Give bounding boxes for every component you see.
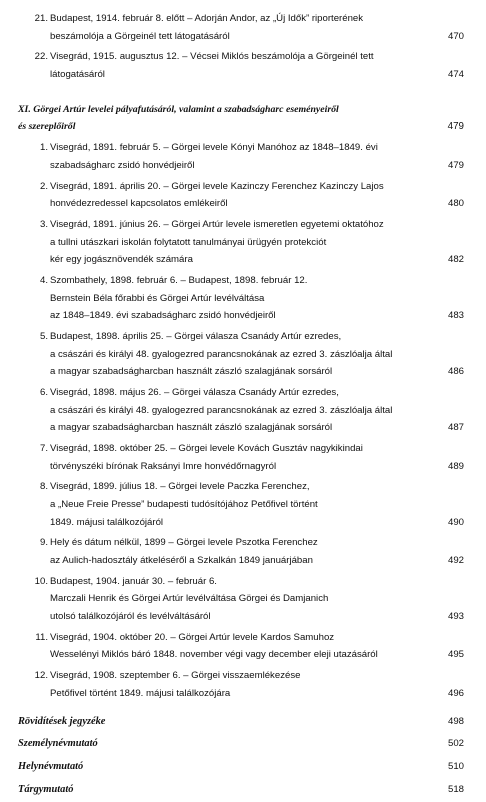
entry-number: 5. — [39, 331, 48, 342]
entry-text — [50, 139, 430, 174]
page-number: 495 — [447, 649, 464, 661]
page-number: 482 — [447, 254, 464, 266]
entry-line: Bernstein Béla főrabbi és Görgei Artúr levélváltása — [50, 292, 265, 304]
entry-number: 9. — [39, 537, 48, 549]
entry-line: Visegrád, 1899. július 18. – Görgei levele Paczka Ferenchez, — [50, 481, 310, 493]
toc-entry[interactable] — [0, 478, 486, 531]
page-number: 496 — [447, 687, 464, 699]
toc-entry[interactable] — [0, 328, 486, 381]
page-number: 474 — [447, 68, 464, 80]
entry-line: a tullni utászkari iskolán folytatott tanulmányai ürügyén protekciót — [50, 236, 327, 248]
entry-line: Visegrád, 1908. szeptember 6. – Görgei visszaemlékezése — [50, 670, 301, 682]
entry-number: 3. — [39, 219, 48, 230]
entry-title: Rövidítések jegyzéke — [18, 715, 106, 727]
toc-entry[interactable] — [0, 384, 486, 437]
toc-entry[interactable] — [0, 216, 486, 269]
entry-line: az Aulich-hadosztály átkeléséről a Szkalkán 1849 januárjában — [50, 554, 313, 566]
entry-line: 1849. májusi találkozójáról — [50, 516, 164, 528]
entry-line: Visegrád, 1891. február 5. – Görgei levele Kónyi Manóhoz az 1848–1849. évi — [50, 142, 378, 154]
entry-line: a császári és királyi 48. gyalogezred parancsnokának az ezred 3. zászlóalja által — [50, 404, 393, 416]
entry-number: 10. — [34, 575, 48, 587]
entry-text — [50, 478, 430, 531]
page-number: 518 — [447, 784, 464, 795]
entry-line: beszámolója a Görgeinél tett látogatásáról — [50, 30, 230, 42]
page-number: 510 — [447, 761, 464, 773]
entry-number: 4. — [39, 275, 48, 286]
entry-line: Visegrád, 1898. október 25. – Görgei levele Kovách Gusztáv nagykikindai — [50, 443, 363, 454]
page-number: 479 — [447, 121, 464, 133]
entry-number: 21. — [34, 13, 48, 24]
entry-text — [50, 178, 430, 213]
entry-line: a magyar szabadságharcban használt zászló szalagjának sorsáról — [50, 422, 333, 434]
entry-line: kér egy jogásznövendék számára — [50, 254, 193, 266]
page-number: 489 — [447, 460, 464, 472]
entry-number: 6. — [39, 387, 48, 398]
entry-text — [50, 48, 430, 83]
page-number: 487 — [447, 422, 464, 434]
toc-entry[interactable] — [0, 629, 486, 664]
entry-line: Visegrád, 1891. április 20. – Görgei levele Kazinczy Ferenchez Kazinczy Lajos — [50, 180, 384, 192]
entry-text — [50, 629, 430, 664]
section-title-line: XI. Görgei Artúr levelei pályafutásáról, valamint a szabadságharc eseményeiről — [18, 103, 339, 115]
page-number: 493 — [447, 610, 464, 622]
page-number: 480 — [447, 198, 464, 210]
page-number: 502 — [447, 738, 464, 750]
page-number: 486 — [447, 366, 464, 378]
entry-number: 22. — [34, 51, 48, 63]
page-number: 490 — [447, 516, 464, 528]
entry-text — [50, 272, 430, 325]
toc-entry-r-vid-t-sek-jegyz-ke[interactable] — [18, 716, 468, 734]
page-number: 498 — [447, 715, 464, 727]
entry-number: 8. — [39, 481, 48, 493]
entry-number: 7. — [39, 443, 48, 454]
entry-line: látogatásáról — [50, 68, 105, 80]
entry-text — [50, 534, 430, 569]
entry-line: Visegrád, 1915. augusztus 12. – Vécsei Miklós beszámolója a Görgeinél tett — [50, 51, 374, 63]
entry-number: 2. — [39, 180, 48, 192]
page-number: 492 — [447, 554, 464, 566]
section-heading[interactable] — [18, 101, 468, 136]
entry-text — [50, 384, 430, 437]
entry-line: utolsó találkozójáról és levélváltásáról — [50, 610, 211, 622]
toc-entry-szem-lyn-vmutat-[interactable] — [18, 738, 468, 756]
entry-title: Helynévmutató — [18, 761, 84, 773]
toc-entry[interactable] — [0, 272, 486, 325]
entry-line: Budapest, 1904. január 30. – február 6. — [50, 575, 217, 587]
entry-text — [50, 573, 430, 626]
toc-entry[interactable] — [0, 48, 486, 83]
entry-text — [50, 440, 430, 475]
toc-entry[interactable] — [0, 139, 486, 174]
page-number: 483 — [447, 310, 464, 322]
entry-line: honvédezredessel kapcsolatos emlékeiről — [50, 198, 228, 210]
entry-line: Petőfivel történt 1849. májusi találkozójára — [50, 687, 231, 699]
entry-number: 12. — [34, 670, 48, 682]
entry-line: Wesselényi Miklós báró 1848. november végi vagy december eleji utazásáról — [50, 649, 378, 661]
entry-line: Visegrád, 1898. május 26. – Görgei válasza Csanády Artúr ezredes, — [50, 387, 339, 398]
toc-entry-helyn-vmutat-[interactable] — [18, 761, 468, 779]
entry-line: Marczali Henrik és Görgei Artúr levélváltása Görgei és Damjanich — [50, 593, 329, 605]
toc-entry[interactable] — [0, 667, 486, 702]
entry-number: 1. — [39, 142, 48, 154]
page-number: 479 — [447, 159, 464, 171]
toc-entry[interactable] — [0, 440, 486, 475]
page-number: 470 — [447, 30, 464, 42]
toc-entry[interactable] — [0, 534, 486, 569]
section-title-line: és szereplőiről — [18, 121, 76, 133]
entry-line: a magyar szabadságharcban használt zászló szalagjának sorsáról — [50, 366, 333, 378]
entry-line: Visegrád, 1891. június 26. – Görgei Artúr levele ismeretlen egyetemi oktatóhoz — [50, 219, 384, 230]
toc-entry[interactable] — [0, 10, 486, 45]
section-title — [18, 101, 468, 136]
entry-line: Visegrád, 1904. október 20. – Görgei Artúr levele Kardos Samuhoz — [50, 631, 335, 643]
entry-text — [50, 10, 430, 45]
entry-text — [50, 328, 430, 381]
entry-text — [50, 216, 430, 269]
entry-title: Személynévmutató — [18, 738, 98, 750]
toc-entry[interactable] — [0, 573, 486, 626]
toc-entry[interactable] — [0, 178, 486, 213]
entry-line: törvényszéki bírónak Raksányi Imre honvédőrnagyról — [50, 460, 277, 472]
entry-line: a császári és királyi 48. gyalogezred parancsnokának az ezred 3. zászlóalja által — [50, 348, 393, 360]
entry-text — [50, 667, 430, 702]
entry-line: a „Neue Freie Presse” budapesti tudósítójához Petőfivel történt — [50, 498, 318, 510]
entry-line: Hely és dátum nélkül, 1899 – Görgei levele Pszotka Ferenchez — [50, 537, 318, 549]
toc-entry-t-rgymutat-[interactable] — [18, 784, 468, 802]
entry-line: Szombathely, 1898. február 6. – Budapest, 1898. február 12. — [50, 275, 308, 286]
entry-line: Budapest, 1898. április 25. – Görgei válasza Csanády Artúr ezredes, — [50, 331, 342, 342]
entry-line: az 1848–1849. évi szabadságharc zsidó honvédjeiről — [50, 310, 276, 322]
entry-line: Budapest, 1914. február 8. előtt – Adorján Andor, az „Új Idők” riporterének — [50, 13, 364, 24]
entry-title: Tárgymutató — [18, 784, 74, 795]
entry-line: szabadságharc zsidó honvédjeiről — [50, 159, 195, 171]
entry-number: 11. — [35, 631, 48, 643]
